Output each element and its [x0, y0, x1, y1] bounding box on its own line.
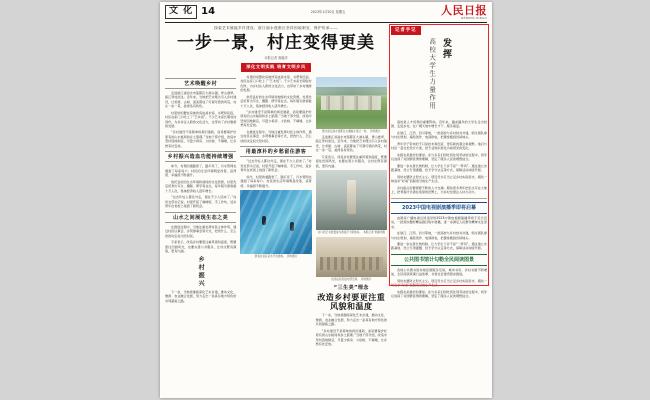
photo-sculpture: [316, 170, 387, 234]
paragraph: 各地公共图书馆持续拓展服务空间，城市书房、乡村书屋不断增加，全民阅读氛围日益浓厚，书香社会建设稳步推进。: [391, 267, 487, 277]
paragraph: 乡村振兴需要源源不断的人才支撑。期待更多青年把论文写在大地上，把青春汗水洒在希望的田野上，为乡村发展注入持久动力。: [391, 185, 487, 195]
campaign-banner: 深化文明实践 培育文明乡风: [241, 63, 311, 71]
paragraph: 在推进过程中，当地注重发挥村民主体作用，通过村民议事会、乡贤参事会等方式，把改什么、怎么改的决定权交给村民。: [240, 129, 312, 143]
photo-pool: [240, 190, 311, 258]
photo-caption: 村口的艺术装置成为游客打卡新地标。 本报记者 窦瀚洋摄: [317, 231, 385, 235]
vertical-headline-main: 发挥: [441, 37, 452, 60]
paragraph: 实践也是最好的课堂。在与乡亲们同吃同住同劳动的过程中，同学们加深了对国情民情的理解，坚定了服务人民的理想信念。: [391, 289, 487, 299]
page-body: [165, 26, 487, 398]
paragraph: 由国家广播电视总局指导的2023中国电视剧演播季将于近日启动，一批现实题材精品剧目集中展播，进一步满足人民群众精神文化需求。: [391, 215, 487, 229]
main-article-zone: [165, 26, 387, 398]
secondary-headline: 改造乡村要更注重风貌和温度: [317, 293, 386, 312]
paragraph: 青年学子带来的不只是技术和创意，更有新的观念和视野。他们与村民一起讨论设计方案，把专业知识转化为看得见的变化。: [391, 141, 487, 151]
page-number: 14: [201, 6, 216, 18]
paragraph: 实践也是最好的课堂。在与乡亲们同吃同住同劳动的过程中，同学们加深了对国情民情的理解，坚定了服务人民的理想信念。: [391, 152, 487, 162]
right-column-zone: [391, 26, 487, 398]
article-byline: 本报记者 窦瀚洋: [264, 56, 288, 61]
photo-caption: 游客在景区亲水平台游玩。 资料图片: [254, 255, 298, 259]
article-column-3: [316, 75, 387, 398]
paragraph: 村里的闲置农房被改造成美术馆、书吧和民宿，村民在家门口吃上了“艺术饭”。不少艺术家长期驻村创作，为乡村注入新的文化活力，也带动了乡村旅游的发展。: [240, 74, 312, 93]
vertical-headline: [391, 38, 487, 116]
paragraph: 高校是人才培养的重要阵地。近年来，越来越多的大学生走出校园、走进乡村，在广阔天地中增长才干、服务基层。: [391, 119, 487, 129]
paragraph: 下一步，当地将继续深化艺术乡建，推动文化、旅游、农业融合发展，努力走出一条具有地方特色的共同富裕之路。: [165, 289, 237, 303]
article-kicker: 探索艺术赋能乡村建设，浙江丽水莲都区坚持因地制宜、保护传承——: [214, 26, 338, 30]
paragraph: 专家表示，改造乡村要更注重风貌和温度，既要留住田园风光，也要完善公共服务，让村庄既有颜值，更有内涵。: [165, 240, 237, 254]
issue-date: 2023年1月20日 星期五: [310, 10, 346, 14]
paragraph: 村里的闲置农房被改造成美术馆、书吧和民宿，村民在家门口吃上了“艺术饭”。不少艺术家长期驻村创作，为乡村注入新的文化活力，也带动了乡村旅游的发展。: [165, 110, 237, 128]
paragraph: 专家表示，改造乡村要更注重风貌和温度，既要留住田园风光，也要完善公共服务，让村庄既有颜值，更有内涵。: [315, 154, 387, 168]
paragraph: 要进一步完善长效机制，让大学生下乡不是“一阵风”。通过建立实践基地、设立专项课题、给予学分认定等方式，保障活动持续开展。: [391, 241, 487, 251]
article-headline: 一步一景，村庄变得更美: [177, 32, 375, 53]
sub-article-1-title: 2023中国电视剧演播季即将启幕: [391, 202, 487, 214]
paragraph: “乡村建设不是简单的拆旧建新，而是要保护好原有的山水格局和乡土肌理。”当地干部介绍，改造中坚持因地制宜，尽量少拆房、少砍树、不填塘，让乡愁有处安放。: [165, 130, 237, 148]
photo-sculpture-image: [316, 170, 387, 230]
paragraph: 同时也要防止形式主义。项目设计应当立足乡村实际需求，避免一味追求“好看”而脱离当地生产生活。: [391, 174, 487, 184]
paragraph: 在推进过程中，当地注重发挥村民主体作用，通过村民议事会、乡贤参事会等方式，把改什么、怎么改的决定权交给村民。: [165, 224, 237, 238]
paragraph: “乡村建设不是简单的拆旧建新，而是要保护好原有的山水格局和乡土肌理。”当地干部介绍，改造中坚持因地制宜，尽量少拆房、少砍树、不填塘，让乡愁有处安放。: [315, 328, 387, 347]
newspaper-brand-pinyin: RENMIN RIBAO: [461, 16, 487, 20]
subhead-1: 艺术唤醒乡村: [165, 78, 236, 89]
divider: [391, 198, 487, 199]
paragraph: 如今，村里的道路宽了，路灯亮了，污水管网也通到了每家每户。村民的生活环境明显改善，获得感、幸福感不断提升。: [240, 174, 312, 188]
masthead-right: [441, 5, 487, 20]
paragraph: 依托良好的生态环境和独特的文化资源，村里先后培育出写生、摄影、研学等业态，每年吸引游客数十万人次，集体经济收入逐年增长。: [240, 94, 312, 108]
article-column-2: [240, 75, 311, 398]
newspaper-page: [160, 2, 492, 398]
paragraph: 在浙江、江西、四川等地，一批高校与乡村结对共建，师生团队参与村庄规划、墙绘创作、电商助农，把课堂搬到田间地头。: [391, 231, 487, 240]
newspaper-brand: 人民日报: [441, 4, 487, 17]
masthead: [165, 5, 487, 23]
paragraph: 走进浙江省丽水市莲都区大港头镇，青山叠翠，瓯江穿村而过。近年来，当地把艺术理念引入乡村建设，让老屋、古树、溪流都成了可观可感的风景，村庄一步一景，美得各有特色。: [165, 90, 237, 109]
article-columns: [165, 75, 387, 398]
sub-article-2-title: 公共图书馆计勾勒全民阅读图景: [391, 254, 487, 266]
photo-pool-image: [240, 190, 311, 254]
paragraph: 在浙江、江西、四川等地，一批高校与乡村结对共建，师生团队参与村庄规划、墙绘创作、电商助农，把课堂搬到田间地头。: [391, 130, 487, 140]
paragraph: 走进浙江省丽水市莲都区大港头镇，青山叠翠，瓯江穿村而过。近年来，当地把艺术理念引入乡村建设，让老屋、古树、溪流都成了可观可感的风景，村庄一步一景，美得各有特色。: [315, 134, 387, 153]
photo-caption: 图为浙江丽水莲都区古堰画乡景区一角。 资料图片: [322, 129, 381, 133]
section-label: 文 化: [165, 5, 197, 19]
paragraph: 要进一步完善长效机制，让大学生下乡不是“一阵风”。通过建立实践基地、设立专项课题、给予学分认定等方式，保障活动持续开展。: [391, 163, 487, 173]
paragraph: 同时也要防止形式主义。项目设计应当立足乡村实际需求，避免一味追求“好看”而脱离当地生产生活。: [391, 278, 487, 288]
photo-interior: [316, 237, 387, 281]
paragraph: 依托良好的生态环境和独特的文化资源，村里先后培育出写生、摄影、研学等业态，每年吸引游客数十万人次，集体经济收入逐年增长。: [165, 179, 237, 193]
photo-village: [316, 77, 387, 133]
article-column-1: [165, 75, 236, 398]
subhead-2: 乡村振兴造血功能持续增强: [165, 151, 236, 162]
paragraph: 如今，村里的道路宽了，路灯亮了，污水管网也通到了每家每户。村民的生活环境明显改善，获得感、幸福感不断提升。: [165, 164, 237, 178]
subhead-5: “三生美”理念: [333, 285, 369, 292]
paragraph: “乡村建设不是简单的拆旧建新，而是要保护好原有的山水格局和乡土肌理。”当地干部介绍，改造中坚持因地制宜，尽量少拆房、少砍树、不填塘，让乡愁有处安放。: [240, 109, 312, 128]
column-header-badge: 记者手记: [391, 26, 421, 35]
photo-caption: 改造后的民宿内部空间。 资料图片: [331, 277, 372, 281]
paragraph: “过去年轻人都往外走，现在不少人回来了。”村党支部书记说，村里开起了咖啡馆、手工作坊，返乡青年在老街上找到了新机会。: [165, 195, 237, 209]
paragraph: “过去年轻人都往外走，现在不少人回来了。”村党支部书记说，村里开起了咖啡馆、手工作坊，返乡青年在老街上找到了新机会。: [240, 159, 312, 173]
subhead-4: 用最淳朴的乡愁留住游客: [240, 146, 311, 157]
vertical-section-label: 乡村振兴: [197, 255, 205, 288]
paragraph: 下一步，当地将继续深化艺术乡建，推动文化、旅游、农业融合发展，努力走出一条具有地方特色的共同富裕之路。: [315, 313, 387, 327]
photo-interior-image: [316, 237, 387, 277]
masthead-left: [165, 5, 215, 19]
photo-village-image: [316, 77, 387, 129]
vertical-headline-sub: 高校大学生力量作用: [428, 37, 437, 110]
subhead-3: 山水之间展现生态之美: [165, 212, 236, 223]
